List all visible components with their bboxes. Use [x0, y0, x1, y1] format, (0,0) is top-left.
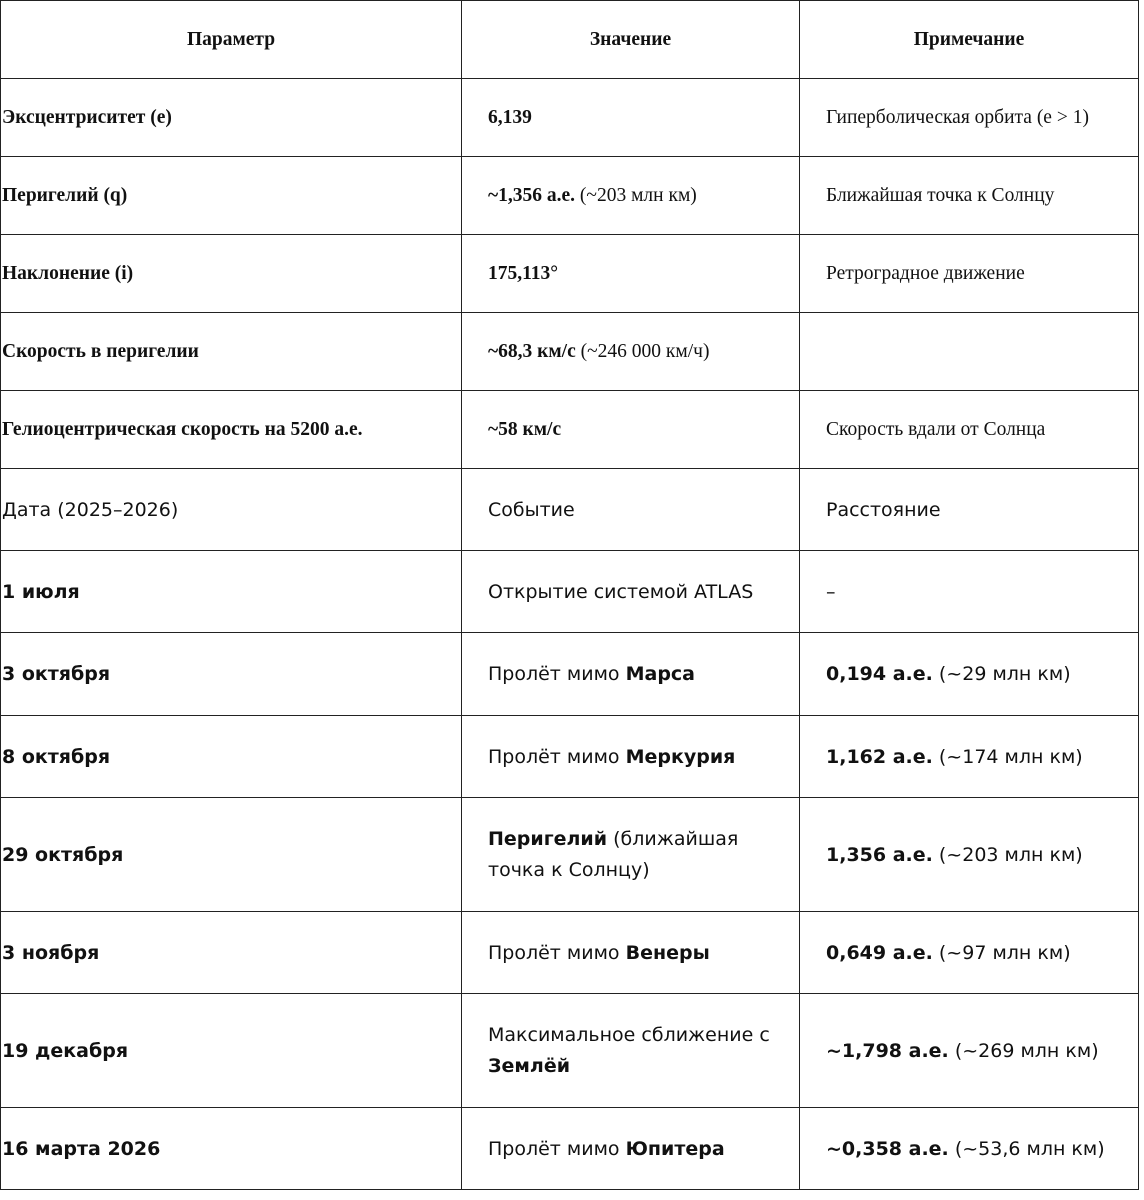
header-parameter: Параметр [1, 1, 462, 79]
distance-cell: – [800, 551, 1139, 633]
distance-cell: 1,162 а.е. (~174 млн км) [800, 716, 1139, 798]
note-cell [800, 313, 1139, 391]
table-row [1, 157, 1139, 235]
param-cell: Скорость в перигелии [1, 313, 462, 391]
note-cell: Гиперболическая орбита (e > 1) [800, 79, 1139, 157]
table-row [1, 798, 1139, 912]
table-row [1, 551, 1139, 633]
param-cell: Наклонение (i) [1, 235, 462, 313]
note-cell: Ретроградное движение [800, 235, 1139, 313]
event-cell: Максимальное сближение с Землёй [462, 994, 800, 1108]
header-value: Значение [462, 1, 800, 79]
distance-cell: ~1,798 а.е. (~269 млн км) [800, 994, 1139, 1108]
date-cell: 3 октября [1, 633, 462, 716]
date-cell: 3 ноября [1, 912, 462, 994]
date-cell: 29 октября [1, 798, 462, 912]
distance-cell: 0,649 а.е. (~97 млн км) [800, 912, 1139, 994]
table-row [1, 633, 1139, 716]
date-cell: 16 марта 2026 [1, 1108, 462, 1190]
header-note: Примечание [800, 1, 1139, 79]
date-cell: 1 июля [1, 551, 462, 633]
table-row [1, 1108, 1139, 1190]
header-distance: Расстояние [800, 469, 1139, 551]
event-cell: Пролёт мимо Юпитера [462, 1108, 800, 1190]
param-cell: Перигелий (q) [1, 157, 462, 235]
distance-cell: 0,194 а.е. (~29 млн км) [800, 633, 1139, 716]
distance-cell: 1,356 а.е. (~203 млн км) [800, 798, 1139, 912]
table-row [1, 716, 1139, 798]
event-cell: Пролёт мимо Венеры [462, 912, 800, 994]
note-cell: Скорость вдали от Солнца [800, 391, 1139, 469]
param-cell: Гелиоцентрическая скорость на 5200 а.е. [1, 391, 462, 469]
note-cell: Ближайшая точка к Солнцу [800, 157, 1139, 235]
param-cell: Эксцентриситет (e) [1, 79, 462, 157]
value-cell: 175,113° [462, 235, 800, 313]
event-cell: Перигелий (ближайшая точка к Солнцу) [462, 798, 800, 912]
table-row [1, 912, 1139, 994]
value-cell: ~58 км/с [462, 391, 800, 469]
value-cell: ~1,356 а.е. (~203 млн км) [462, 157, 800, 235]
header-date: Дата (2025–2026) [1, 469, 462, 551]
table-row [1, 79, 1139, 157]
date-cell: 19 декабря [1, 994, 462, 1108]
table-row [1, 994, 1139, 1108]
event-cell: Пролёт мимо Меркурия [462, 716, 800, 798]
table-row [1, 313, 1139, 391]
events-header-row [1, 469, 1139, 551]
event-cell: Пролёт мимо Марса [462, 633, 800, 716]
value-cell: 6,139 [462, 79, 800, 157]
distance-cell: ~0,358 а.е. (~53,6 млн км) [800, 1108, 1139, 1190]
table-row [1, 235, 1139, 313]
header-event: Событие [462, 469, 800, 551]
table-header-row [1, 1, 1139, 79]
event-cell: Открытие системой ATLAS [462, 551, 800, 633]
date-cell: 8 октября [1, 716, 462, 798]
table-row [1, 391, 1139, 469]
value-cell: ~68,3 км/с (~246 000 км/ч) [462, 313, 800, 391]
